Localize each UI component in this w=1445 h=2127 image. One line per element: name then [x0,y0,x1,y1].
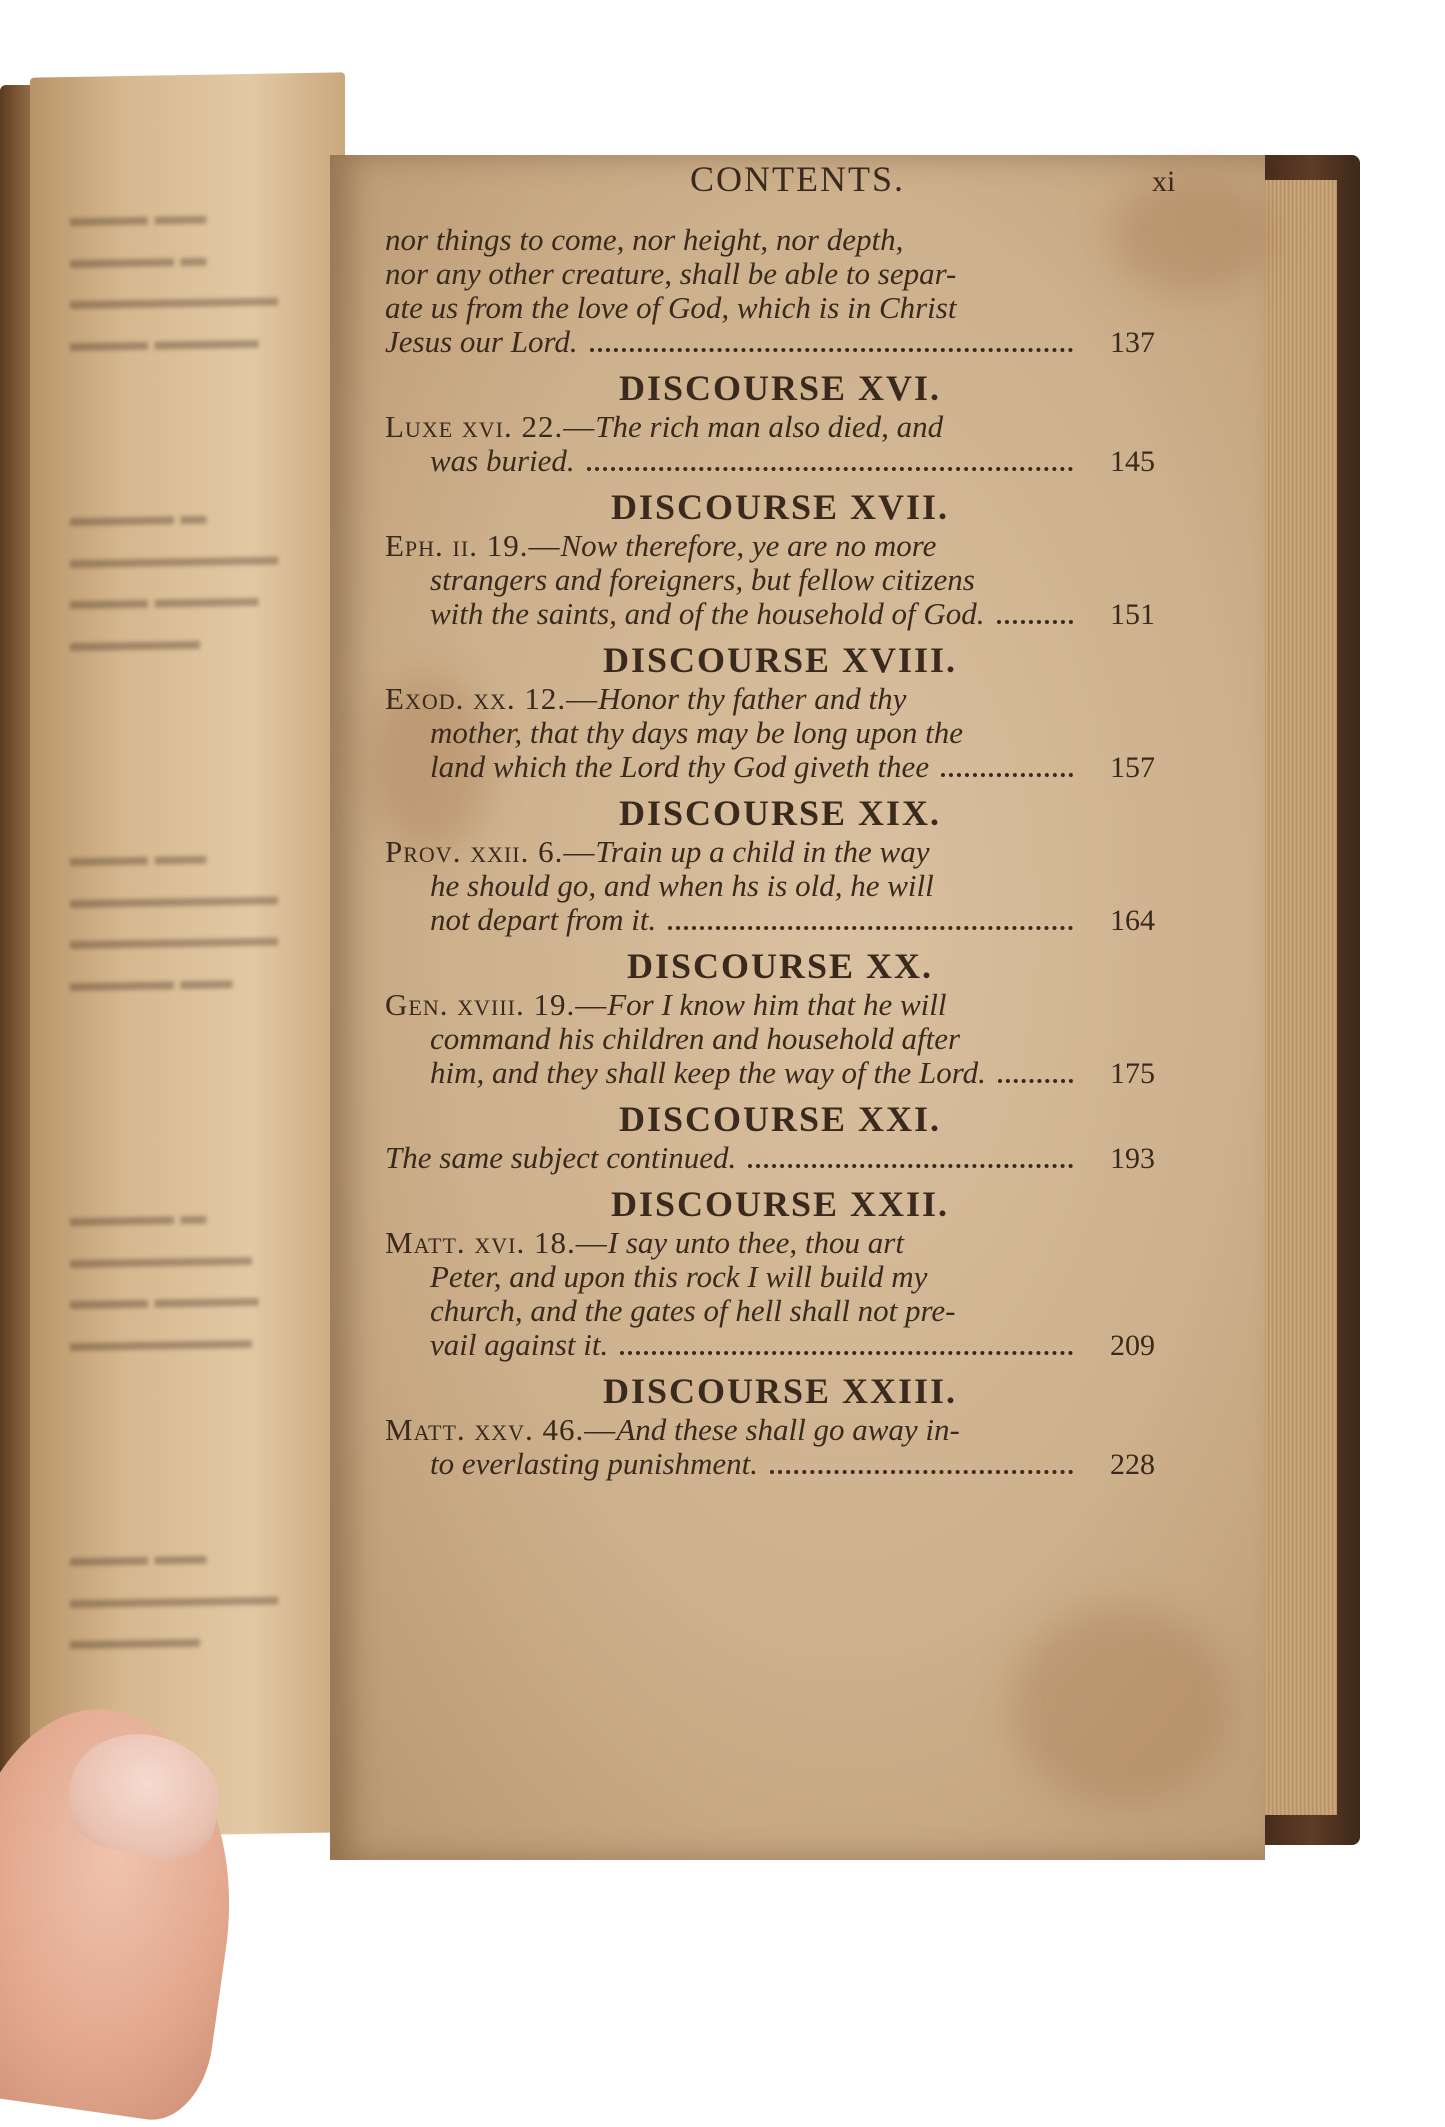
entry-text: Train up a child in the way [595,834,930,869]
discourse-heading: DISCOURSE XVIII. [602,640,958,680]
entry-text: I say unto thee, thou art [607,1225,904,1260]
entry-text: The same subject continued. [385,1140,737,1175]
entry-line [385,1056,1155,1091]
entry-line [385,1226,1155,1260]
entry-text: not depart from it. [430,902,657,937]
discourse-heading: DISCOURSE XX. [626,946,934,986]
contents-entry [385,529,1155,632]
entry-line [385,716,1155,750]
dot-leader [668,912,1073,930]
entry-line [385,410,1155,444]
entry-line [385,325,1155,360]
entry-line [385,1260,1155,1294]
left-page-blurred [30,72,345,1837]
scripture-reference: Matt. xvi. 18.— [385,1225,608,1260]
contents-entry [385,1413,1155,1482]
entry-text: nor any other creature, shall be able to separ- [385,256,957,291]
dot-leader [998,1065,1073,1083]
dot-leader [587,453,1073,471]
entry-page-number: 137 [1110,326,1155,359]
entry-text: Now therefore, ye are no more [560,528,937,563]
left-page-ghost-text: ▬▬▬ ▬▬ ▬▬▬▬ ▬ ▬▬▬▬▬▬▬▬ ▬▬▬ ▬▬▬▬ [70,200,278,357]
contents-entry [385,835,1155,938]
scripture-reference: Exod. xx. 12.— [385,681,599,716]
left-page-ghost-text: ▬▬▬ ▬▬ ▬▬▬▬▬▬▬▬ ▬▬▬▬▬▬▬▬ ▬▬▬▬ ▬▬ [70,840,278,997]
left-page-ghost-text: ▬▬▬▬ ▬ ▬▬▬▬▬▬▬▬ ▬▬▬ ▬▬▬▬ ▬▬▬▬▬ [70,500,278,657]
entry-text: Honor thy father and thy [598,681,907,716]
dot-leader [941,759,1073,777]
entry-page-number: 209 [1110,1329,1155,1362]
entry-text: church, and the gates of hell shall not pre- [430,1293,956,1328]
page-number: xi [1152,165,1176,198]
entry-text: nor things to come, nor height, nor depth, [385,222,904,257]
entry-page-number: 145 [1110,445,1155,478]
discourse-heading: DISCOURSE XXIII. [602,1371,958,1411]
entry-line [385,903,1155,938]
contents-entry [385,223,1155,360]
dot-leader [997,606,1073,624]
discourse-heading: DISCOURSE XXI. [618,1099,942,1139]
entry-text: strangers and foreigners, but fellow citizens [430,562,975,597]
entry-text: Jesus our Lord. [385,324,578,359]
entry-text: with the saints, and of the household of God. [430,596,985,631]
entry-page-number: 228 [1110,1448,1155,1481]
paper-stain [1010,1605,1230,1805]
entry-page-number: 164 [1110,904,1155,937]
entry-text: he should go, and when hs is old, he will [430,868,934,903]
scripture-reference: Luxe xvi. 22.— [385,409,596,444]
entry-line [385,682,1155,716]
entry-text: him, and they shall keep the way of the Lord. [430,1055,986,1090]
contents-list [385,223,1155,1488]
contents-entry [385,1226,1155,1363]
entry-page-number: 151 [1110,598,1155,631]
entry-line [385,1141,1155,1176]
entry-line [385,444,1155,479]
scripture-reference: Matt. xxv. 46.— [385,1412,617,1447]
entry-text: mother, that thy days may be long upon the [430,715,963,750]
left-page-ghost-text: ▬▬▬▬ ▬ ▬▬▬▬▬▬▬ ▬▬▬ ▬▬▬▬ ▬▬▬▬▬▬▬ [70,1200,259,1357]
entry-line [385,750,1155,785]
entry-line [385,1294,1155,1328]
entry-line [385,1447,1155,1482]
entry-text: For I know him that he will [607,987,947,1022]
entry-line [385,1022,1155,1056]
discourse-heading: DISCOURSE XIX. [618,793,942,833]
entry-line [385,223,1155,257]
entry-text: to everlasting punishment. [430,1446,759,1481]
contents-entry [385,988,1155,1091]
entry-text: was buried. [430,443,575,478]
discourse-heading: DISCOURSE XXII. [610,1184,950,1224]
dot-leader [748,1150,1073,1168]
contents-entry [385,682,1155,785]
entry-line [385,869,1155,903]
discourse-heading: DISCOURSE XVI. [618,368,942,408]
entry-text: ate us from the love of God, which is in Christ [385,290,957,325]
entry-line [385,529,1155,563]
dot-leader [590,334,1073,352]
dot-leader [620,1337,1073,1355]
dot-leader [770,1456,1073,1474]
discourse-heading: DISCOURSE XVII. [610,487,950,527]
entry-line [385,988,1155,1022]
entry-text: vail against it. [430,1327,609,1362]
entry-line [385,1413,1155,1447]
contents-entry [385,1141,1155,1176]
entry-line [385,597,1155,632]
scripture-reference: Gen. xviii. 19.— [385,987,608,1022]
entry-text: Peter, and upon this rock I will build my [430,1259,928,1294]
entry-page-number: 157 [1110,751,1155,784]
entry-text: command his children and household after [430,1021,961,1056]
scripture-reference: Prov. xxii. 6.— [385,834,596,869]
entry-text: And these shall go away in- [616,1412,960,1447]
entry-text: The rich man also died, and [595,409,944,444]
entry-page-number: 193 [1110,1142,1155,1175]
entry-line [385,291,1155,325]
entry-page-number: 175 [1110,1057,1155,1090]
entry-line [385,1328,1155,1363]
page-block-edge [1255,180,1337,1815]
scripture-reference: Eph. ii. 19.— [385,528,561,563]
entry-text: land which the Lord thy God giveth thee [430,749,930,784]
entry-line [385,835,1155,869]
contents-entry [385,410,1155,479]
page-header-title: CONTENTS. [690,159,905,199]
entry-line [385,257,1155,291]
left-page-ghost-text: ▬▬▬ ▬▬ ▬▬▬▬▬▬▬▬ ▬▬▬▬▬ [70,1540,278,1656]
entry-line [385,563,1155,597]
